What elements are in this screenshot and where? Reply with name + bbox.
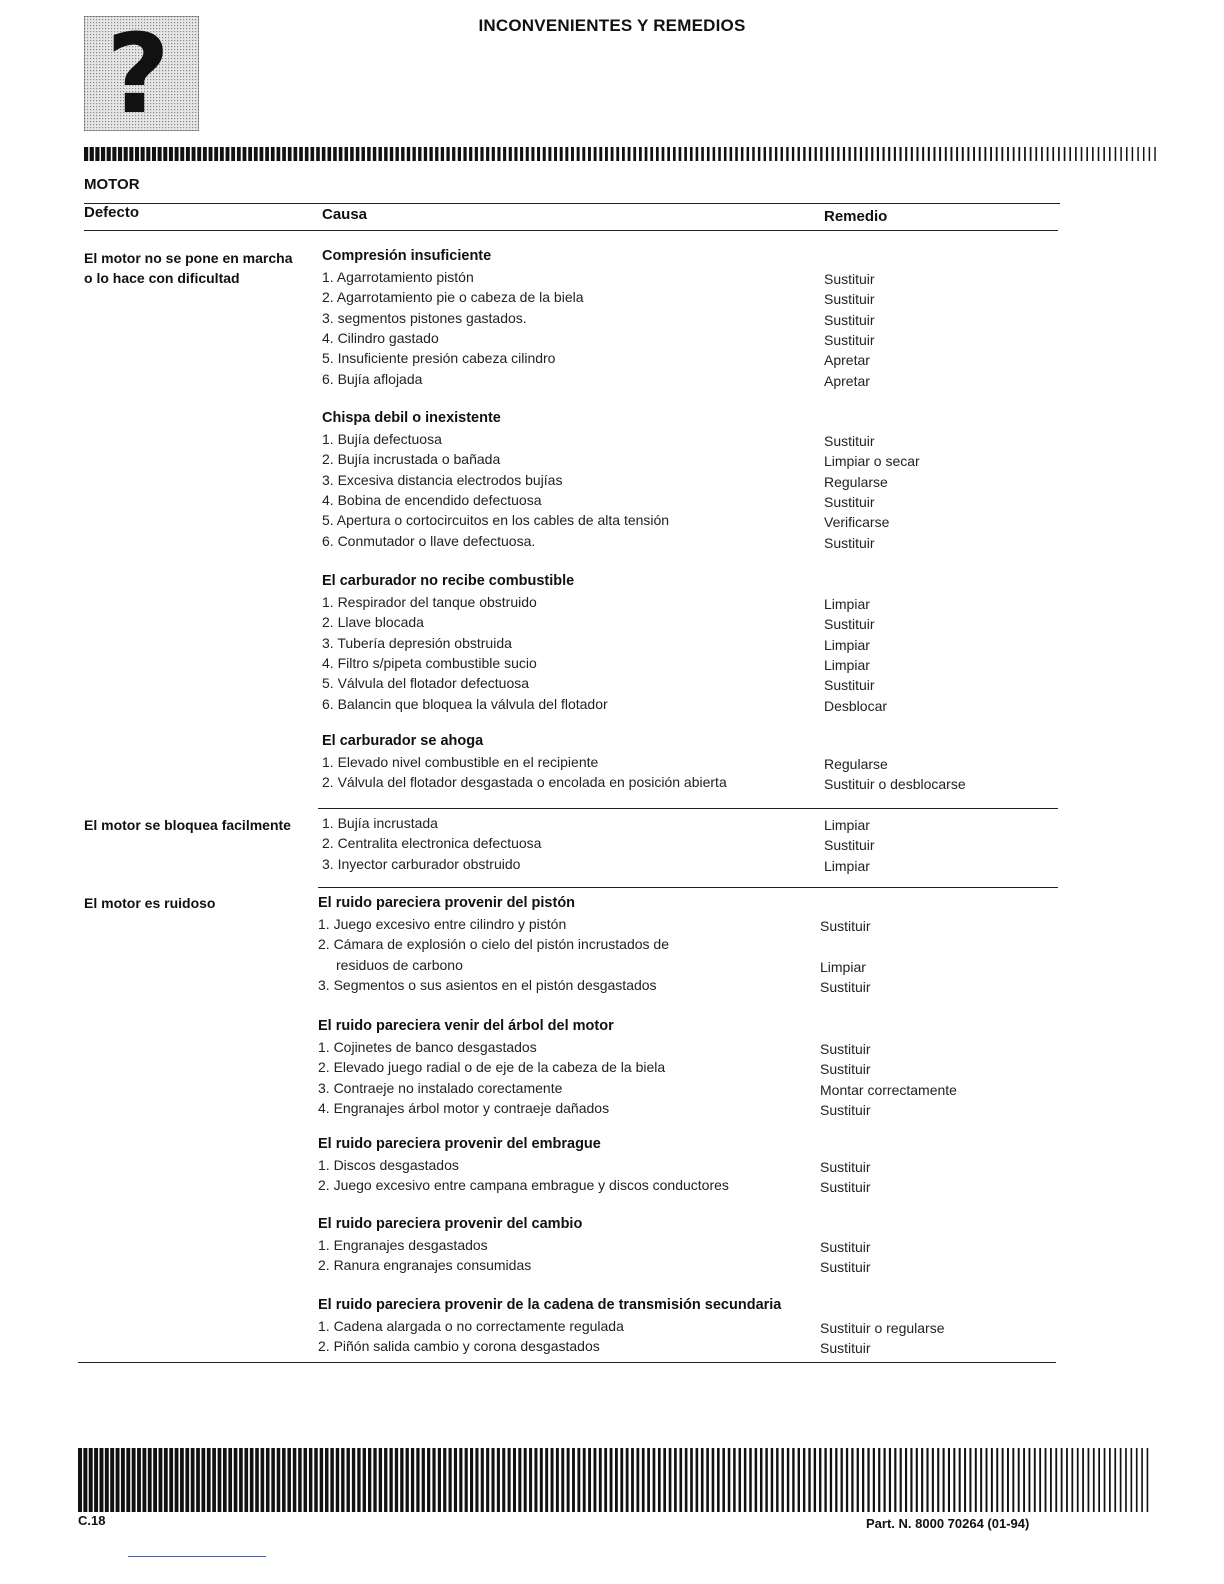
remedy-item: Sustituir (820, 1041, 871, 1057)
cause-item: 3. Segmentos o sus asientos en el pistón desgastados (318, 976, 657, 993)
cause-item: 3. Contraeje no instalado corectamente (318, 1079, 563, 1096)
page-title: INCONVENIENTES Y REMEDIOS (478, 16, 746, 35)
cause-item: 2. Juego excesivo entre campana embrague y discos conductores (318, 1177, 729, 1194)
cause-item: 1. Cadena alargada o no correctamente regulada (318, 1318, 624, 1334)
cause-item: 2. Cámara de explosión o cielo del pistón incrustados de (318, 936, 669, 953)
cause-item: 2. Válvula del flotador desgastada o encolada en posición abierta (322, 774, 727, 791)
defect-label: El motor se bloquea facilmente (84, 817, 291, 833)
remedy-item: Limpiar (824, 656, 870, 673)
section-title: MOTOR (84, 176, 140, 193)
cause-item: 2. Agarrotamiento pie o cabeza de la biela (322, 289, 584, 306)
row-separator-rule (78, 1362, 1056, 1363)
cause-item: 3. Tubería depresión obstruida (322, 634, 512, 651)
remedy-item: Sustituir o desblocarse (824, 776, 966, 793)
remedy-item: Limpiar (824, 636, 870, 653)
remedy-item: Sustituir (824, 677, 875, 694)
cause-item: 2. Centralita electronica defectuosa (322, 835, 542, 852)
remedy-item: Sustituir (820, 1101, 871, 1118)
remedy-item: Regularse (824, 473, 888, 490)
cause-item: 1. Agarrotamiento pistón (322, 269, 474, 285)
cause-group-title: El ruido pareciera provenir del embrague (318, 1136, 601, 1152)
cause-group-title: El carburador no recibe combustible (322, 573, 575, 589)
cause-group-title: Chispa debil o inexistente (322, 410, 501, 426)
cause-item: 5. Apertura o cortocircuitos en los cables de alta tensión (322, 512, 670, 529)
cause-item: 1. Bujía defectuosa (322, 431, 442, 447)
remedy-item: Desblocar (824, 697, 888, 714)
cause-group-title: El ruido pareciera provenir del cambio (318, 1216, 583, 1232)
row-separator-rule (318, 887, 1058, 888)
remedy-item: Sustituir (824, 331, 875, 348)
cause-item: 5. Insuficiente presión cabeza cilindro (322, 350, 556, 367)
remedy-item: Sustituir (824, 311, 875, 328)
cause-item: 3. Excesiva distancia electrodos bujías (322, 471, 563, 488)
cause-item: 6. Conmutador o llave defectuosa. (322, 532, 536, 549)
cause-item: 2. Ranura engranajes consumidas (318, 1257, 532, 1274)
cause-item: 1. Juego excesivo entre cilindro y pistón (318, 916, 567, 932)
remedy-item: Sustituir (824, 837, 875, 854)
remedy-item: Sustituir (820, 1259, 871, 1276)
defect-label: El motor es ruidoso (84, 895, 216, 911)
cause-item: residuos de carbono (336, 956, 463, 973)
remedy-item: Limpiar (824, 596, 870, 612)
cause-item: 6. Balancin que bloquea la válvula del flotador (322, 695, 608, 712)
cause-item: 1. Respirador del tanque obstruido (322, 594, 537, 610)
remedy-item: Sustituir o regularse (820, 1320, 945, 1336)
cause-item: 1. Engranajes desgastados (318, 1237, 488, 1253)
cause-item: 1. Elevado nivel combustible en el recipiente (322, 754, 599, 770)
cause-item: 1. Cojinetes de banco desgastados (318, 1039, 537, 1055)
remedy-item: Limpiar (820, 958, 866, 975)
cause-item: 2. Llave blocada (322, 614, 424, 631)
remedy-item: Sustituir (824, 291, 875, 308)
remedy-item: Limpiar (824, 817, 870, 833)
cause-item: 1. Bujía incrustada (322, 815, 438, 831)
remedy-item: Regularse (824, 756, 888, 772)
defect-label: El motor no se pone en marcha (84, 250, 293, 266)
cause-item: 5. Válvula del flotador defectuosa (322, 675, 530, 692)
page-number: C.18 (78, 1513, 106, 1528)
remedy-item: Montar correctamente (820, 1081, 957, 1098)
decorative-barcode-footer (78, 1448, 1152, 1512)
column-header-remedy: Remedio (824, 208, 888, 225)
remedy-item: Sustituir (820, 1179, 871, 1196)
cause-item: 4. Filtro s/pipeta combustible sucio (322, 654, 537, 671)
cause-group-title: El ruido pareciera venir del árbol del motor (318, 1018, 614, 1034)
remedy-item: Sustituir (820, 918, 871, 934)
remedy-item: Sustituir (820, 978, 871, 995)
cause-item: 2. Bujía incrustada o bañada (322, 451, 501, 468)
cause-item: 6. Bujía aflojada (322, 370, 423, 387)
remedy-item: Sustituir (824, 493, 875, 510)
cause-group-title: El carburador se ahoga (322, 733, 484, 749)
remedy-item: Limpiar (824, 857, 870, 874)
remedy-item: Sustituir (820, 1340, 871, 1357)
remedy-item: Apretar (824, 352, 870, 369)
remedy-item: Verificarse (824, 514, 890, 531)
cause-item: 4. Cilindro gastado (322, 329, 439, 346)
remedy-item: Limpiar o secar (824, 453, 920, 470)
remedy-item: Sustituir (824, 616, 875, 633)
svg-text:?: ? (106, 16, 170, 131)
column-header-cause: Causa (322, 206, 368, 223)
remedy-item: Sustituir (820, 1159, 871, 1175)
remedy-item: Sustituir (824, 433, 875, 449)
question-mark-icon (84, 16, 199, 131)
cause-item: 3. segmentos pistones gastados. (322, 309, 527, 326)
cause-item: 1. Discos desgastados (318, 1157, 459, 1173)
cause-group-title: El ruido pareciera provenir del pistón (318, 895, 576, 911)
footer-link-rule (128, 1556, 266, 1557)
cause-item: 2. Piñón salida cambio y corona desgastados (318, 1338, 600, 1355)
remedy-item: Sustituir (820, 1239, 871, 1255)
header-bottom-rule (84, 230, 1058, 231)
cause-item: 2. Elevado juego radial o de eje de la cabeza de la biela (318, 1059, 666, 1076)
cause-item: 4. Bobina de encendido defectuosa (322, 491, 542, 508)
header-top-rule (84, 203, 1060, 204)
remedy-item: Sustituir (824, 271, 875, 287)
cause-item: 3. Inyector carburador obstruido (322, 855, 521, 872)
remedy-item: Sustituir (820, 1061, 871, 1078)
remedy-item: Sustituir (824, 534, 875, 551)
cause-group-title: Compresión insuficiente (322, 248, 492, 264)
row-separator-rule (318, 808, 1058, 809)
cause-item: 4. Engranajes árbol motor y contraeje dañados (318, 1099, 610, 1116)
defect-label: o lo hace con dificultad (84, 270, 240, 286)
decorative-barcode-rule (84, 147, 1160, 161)
column-header-defect: Defecto (84, 204, 140, 221)
part-number: Part. N. 8000 70264 (01-94) (866, 1516, 1030, 1531)
remedy-item: Apretar (824, 372, 870, 389)
cause-group-title: El ruido pareciera provenir de la cadena de transmisión secundaria (318, 1297, 782, 1313)
